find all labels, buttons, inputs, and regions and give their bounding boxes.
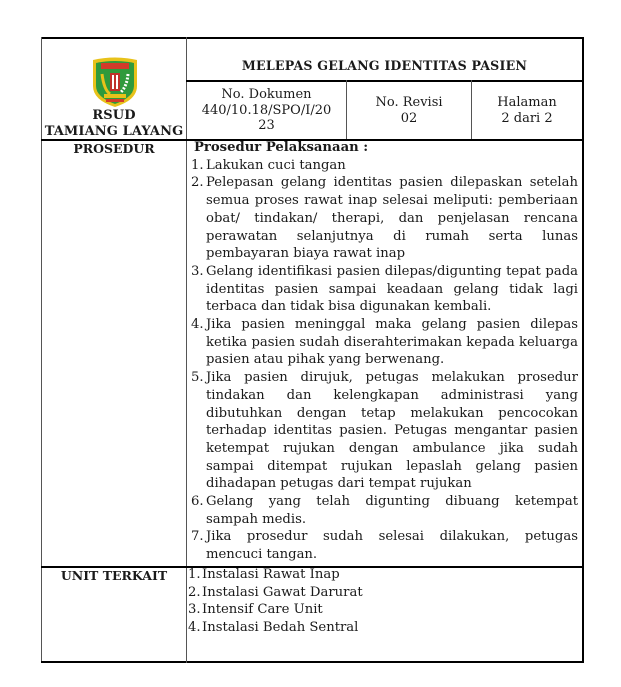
document-title: MELEPAS GELANG IDENTITAS PASIEN (241, 58, 528, 73)
document-number-cell (187, 87, 346, 134)
table-border-right (582, 37, 584, 663)
unit-name: Intensif Care Unit (202, 602, 323, 618)
unit-number: 1. (188, 567, 201, 582)
document-number-value-2: 23 (258, 118, 275, 133)
hospital-name-line2: TAMIANG LAYANG (44, 124, 184, 139)
related-unit-item (188, 619, 578, 637)
hospital-name-line1: RSUD (92, 108, 136, 123)
procedure-step (191, 316, 578, 369)
logo-banner (101, 63, 129, 69)
related-unit-item (188, 566, 578, 584)
procedure-heading: Prosedur Pelaksanaan : (194, 140, 369, 155)
step-text: Gelang identifikasi pasien dilepas/digunting tepat pada identitas pasien sampai keadaan gelang tidak lagi terbaca dan tidak bisa digunakan kembali. (206, 263, 578, 315)
step-number: 2. (191, 175, 204, 191)
related-unit-item (188, 584, 578, 602)
step-text: Gelang yang telah digunting dibuang ketempat sampah medis. (206, 494, 578, 527)
procedure-content (191, 139, 578, 564)
procedure-step (191, 174, 578, 263)
procedure-step (191, 263, 578, 316)
document-number-label: No. Dokumen (221, 87, 312, 102)
unit-number: 3. (188, 602, 201, 618)
step-number: 1. (191, 157, 204, 173)
procedure-step (191, 528, 578, 563)
hospital-name (42, 108, 186, 140)
regency-coat-of-arms-icon (90, 56, 140, 108)
procedure-steps (191, 157, 578, 564)
procedure-step (191, 369, 578, 493)
step-text: Lakukan cuci tangan (206, 157, 346, 173)
step-number: 5. (191, 370, 204, 386)
unit-name: Instalasi Gawat Darurat (202, 584, 363, 600)
step-number: 7. (191, 529, 204, 545)
document-number-value-1: 440/10.18/SPO/I/20 (201, 102, 332, 118)
page-value: 2 dari 2 (501, 110, 553, 126)
procedure-step (191, 493, 578, 528)
unit-name: Instalasi Bedah Sentral (202, 620, 359, 636)
related-units-list (188, 566, 578, 637)
page-number-cell (472, 95, 582, 126)
unit-number: 4. (188, 620, 201, 636)
revision-cell (347, 95, 471, 126)
step-number: 3. (191, 263, 204, 279)
procedure-step (191, 157, 578, 175)
step-text: Pelepasan gelang identitas pasien dilepaskan setelah semua proses rawat inap selesai meliputi: pemberiaan obat/ tindakan/ therapi, dan penjelasan rencana perawatan selanjutnya di rumah serta lunas pembayaran biaya rawat inap (206, 175, 578, 262)
page-label: Halaman (497, 95, 557, 110)
hospital-logo (90, 56, 140, 108)
step-number: 6. (191, 494, 204, 510)
table-border-top (41, 37, 583, 39)
revision-value: 02 (400, 110, 418, 126)
revision-label: No. Revisi (375, 95, 443, 110)
unit-name: Instalasi Rawat Inap (202, 567, 340, 582)
step-text: Jika prosedur sudah selesai dilakukan, petugas mencuci tangan. (206, 529, 578, 563)
related-unit-item (188, 601, 578, 619)
step-text: Jika pasien dirujuk, petugas melakukan prosedur tindakan dan kelengkapan administrasi yang dibutuhkan dengan tetap melakukan pencocokan terhadap identitas pasien. Petugas mengantar pasien ketempat rujukan dengan ambulance jika sudah sampai ditempat rujukan lepaslah gelang pasien dihadapan petugas dari tempat rujukan (206, 370, 578, 492)
procedure-section-label: PROSEDUR (73, 141, 155, 156)
unit-number: 2. (188, 584, 201, 600)
step-text: Jika pasien meninggal maka gelang pasien dilepas ketika pasien sudah diserahterimakan kepada keluarga pasien atau pihak yang berwenang. (206, 317, 578, 368)
table-border-bottom (41, 661, 583, 663)
title-row-divider (186, 80, 583, 82)
related-units-label: UNIT TERKAIT (60, 568, 168, 583)
step-number: 4. (191, 317, 204, 333)
